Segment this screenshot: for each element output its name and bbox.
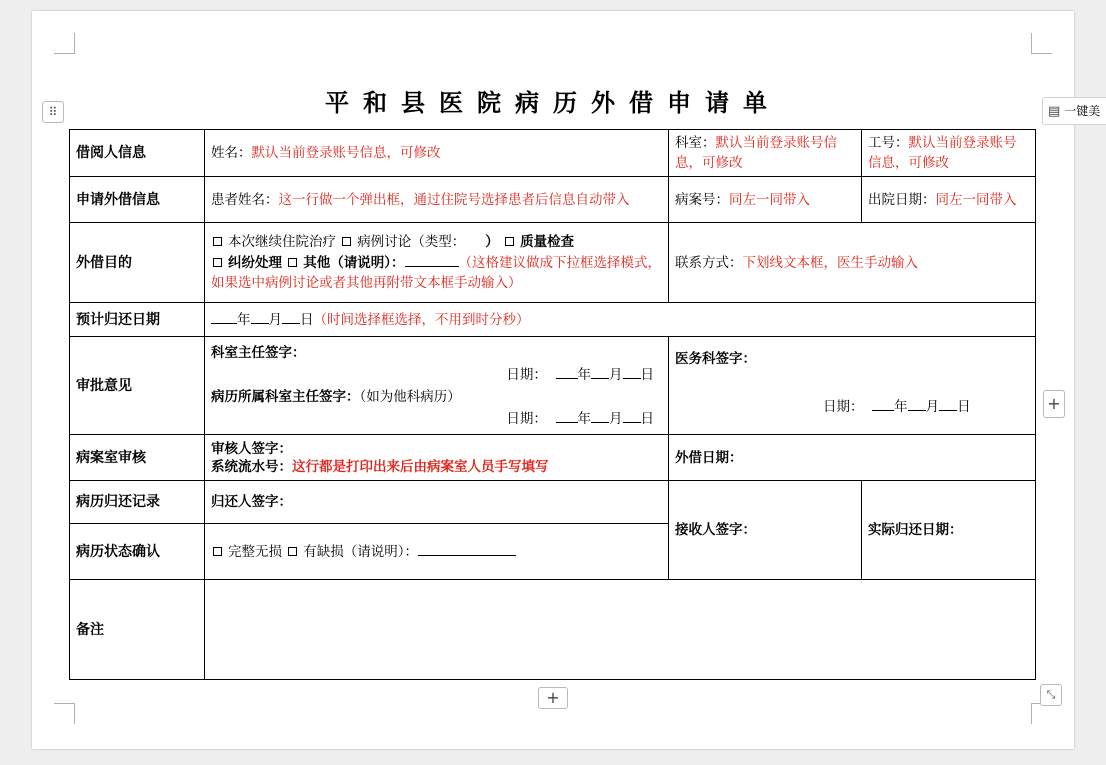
expected-return-cell[interactable] bbox=[205, 303, 1036, 337]
table-row bbox=[70, 580, 1036, 680]
month-label: 月 bbox=[268, 312, 282, 328]
checkbox-case-discussion[interactable] bbox=[342, 237, 351, 246]
dept-approval-cell[interactable] bbox=[205, 337, 669, 435]
option-quality-check: 质量检查 bbox=[520, 234, 575, 250]
lend-date-label[interactable]: 外借日期： bbox=[669, 435, 1036, 481]
patient-name-label: 患者姓名： bbox=[211, 191, 279, 208]
one-click-beautify-button[interactable] bbox=[1042, 97, 1106, 125]
option-dispute: 纠纷处理 bbox=[228, 255, 282, 271]
crop-mark-top-left bbox=[54, 33, 75, 54]
name-note: 默认当前登录账号信息，可修改 bbox=[251, 145, 441, 161]
remark-cell[interactable] bbox=[205, 580, 1036, 680]
owner-dept-head-sign: 病历所属科室主任签字： bbox=[211, 388, 360, 405]
purpose-options-cell[interactable] bbox=[205, 223, 669, 303]
status-confirm-label: 病历状态确认 bbox=[70, 524, 205, 580]
return-record-label: 病历归还记录 bbox=[70, 481, 205, 524]
year-label: 年 bbox=[237, 312, 251, 328]
checkbox-intact[interactable] bbox=[213, 547, 222, 556]
contact-note: 下划线文本框，医生手动输入 bbox=[742, 254, 918, 271]
medical-dept-approval-cell[interactable] bbox=[669, 337, 1036, 435]
purpose-label: 外借目的 bbox=[70, 223, 205, 303]
table-move-handle-icon[interactable]: ⠿ bbox=[42, 101, 64, 123]
name-label: 姓名： bbox=[211, 145, 252, 161]
discharge-date-label: 出院日期： bbox=[868, 191, 936, 208]
medical-dept-sign: 医务科签字： bbox=[675, 351, 756, 367]
checkbox-continue-treatment[interactable] bbox=[213, 237, 222, 246]
auditor-sign: 审核人签字： bbox=[211, 440, 292, 457]
checkbox-other[interactable] bbox=[288, 258, 297, 267]
expected-return-label: 预计归还日期 bbox=[70, 303, 205, 337]
one-click-beautify-label: 一键美 bbox=[1064, 104, 1101, 118]
option-intact: 完整无损 bbox=[228, 544, 282, 560]
add-row-button[interactable]: + bbox=[538, 687, 568, 709]
dept-head-sign: 科室主任签字： bbox=[211, 344, 306, 361]
purpose-note: （这格建议做成下拉框选择模式，如果选中病例讨论或者其他再附带文本框手动输入） bbox=[211, 255, 662, 291]
table-row bbox=[70, 130, 1036, 177]
table-row bbox=[70, 223, 1036, 303]
patient-name-note: 这一行做一个弹出框，通过住院号选择患者后信息自动带入 bbox=[278, 191, 630, 208]
contact-label: 联系方式： bbox=[675, 254, 743, 271]
borrower-dept-cell[interactable] bbox=[669, 130, 862, 177]
table-row bbox=[70, 177, 1036, 223]
discharge-date-cell[interactable] bbox=[862, 177, 1036, 223]
borrower-staff-cell[interactable] bbox=[862, 130, 1036, 177]
discharge-date-note: 同左一同带入 bbox=[935, 191, 1017, 208]
audit-cell[interactable] bbox=[205, 435, 669, 481]
checkbox-quality-check[interactable] bbox=[505, 237, 514, 246]
medical-dept-date: 日期： 年 月 日 bbox=[675, 395, 1029, 419]
expected-return-note: （时间选择框选择，不用到时分秒） bbox=[313, 312, 530, 328]
patient-name-cell[interactable] bbox=[205, 177, 669, 223]
dept-head-date: 日期： 年 月 日 bbox=[211, 364, 662, 386]
contact-cell[interactable] bbox=[669, 223, 1036, 303]
option-damaged: 有缺损（请说明）： bbox=[303, 544, 419, 560]
case-number-cell[interactable] bbox=[669, 177, 862, 223]
option-continue-treatment: 本次继续住院治疗 bbox=[228, 234, 336, 250]
receiver-sign[interactable]: 接收人签字： bbox=[669, 481, 862, 580]
option-other: 其他（请说明）： bbox=[303, 255, 405, 271]
remark-label: 备注 bbox=[70, 580, 205, 680]
staff-id-note: 默认当前登录账号信息，可修改 bbox=[868, 135, 1017, 171]
returner-sign[interactable]: 归还人签字： bbox=[205, 481, 669, 524]
approval-label: 审批意见 bbox=[70, 337, 205, 435]
day-label: 日 bbox=[300, 312, 314, 328]
owner-dept-date: 日期： 年 月 日 bbox=[211, 408, 662, 430]
beautify-icon: ▤ bbox=[1048, 104, 1061, 119]
borrower-name-cell[interactable] bbox=[205, 130, 669, 177]
serial-label: 系统流水号： bbox=[211, 458, 292, 475]
document-title: 平和县医院病历外借申请单 bbox=[325, 88, 781, 117]
other-underline[interactable] bbox=[405, 252, 459, 267]
table-row bbox=[70, 303, 1036, 337]
add-column-button[interactable]: + bbox=[1043, 390, 1065, 418]
actual-return-date[interactable]: 实际归还日期： bbox=[862, 481, 1036, 580]
case-number-label: 病案号： bbox=[675, 191, 729, 208]
serial-note: 这行都是打印出来后由病案室人员手写填写 bbox=[292, 458, 549, 475]
audit-label: 病案室审核 bbox=[70, 435, 205, 481]
case-number-note: 同左一同带入 bbox=[729, 191, 810, 208]
borrow-request-table bbox=[69, 129, 1036, 680]
status-options-cell[interactable] bbox=[205, 524, 669, 580]
crop-mark-top-right bbox=[1031, 33, 1052, 54]
resize-table-icon[interactable]: ⤡ bbox=[1040, 684, 1062, 706]
table-row bbox=[70, 435, 1036, 481]
dept-label: 科室： bbox=[675, 135, 716, 151]
table-row bbox=[70, 337, 1036, 435]
option-case-discussion-close: ） bbox=[485, 234, 499, 250]
apply-info-label: 申请外借信息 bbox=[70, 177, 205, 223]
crop-mark-bottom-left bbox=[54, 703, 75, 724]
table-row bbox=[70, 481, 1036, 524]
checkbox-dispute[interactable] bbox=[213, 258, 222, 267]
borrower-info-label: 借阅人信息 bbox=[70, 130, 205, 177]
staff-id-label: 工号： bbox=[868, 135, 909, 151]
checkbox-damaged[interactable] bbox=[288, 547, 297, 556]
option-case-discussion: 病例讨论（类型： bbox=[357, 234, 466, 250]
owner-dept-note: （如为他科病历） bbox=[359, 388, 461, 405]
damage-underline[interactable] bbox=[418, 541, 516, 556]
dept-note: 默认当前登录账号信息，可修改 bbox=[675, 135, 837, 171]
crop-mark-bottom-right bbox=[1031, 703, 1052, 724]
